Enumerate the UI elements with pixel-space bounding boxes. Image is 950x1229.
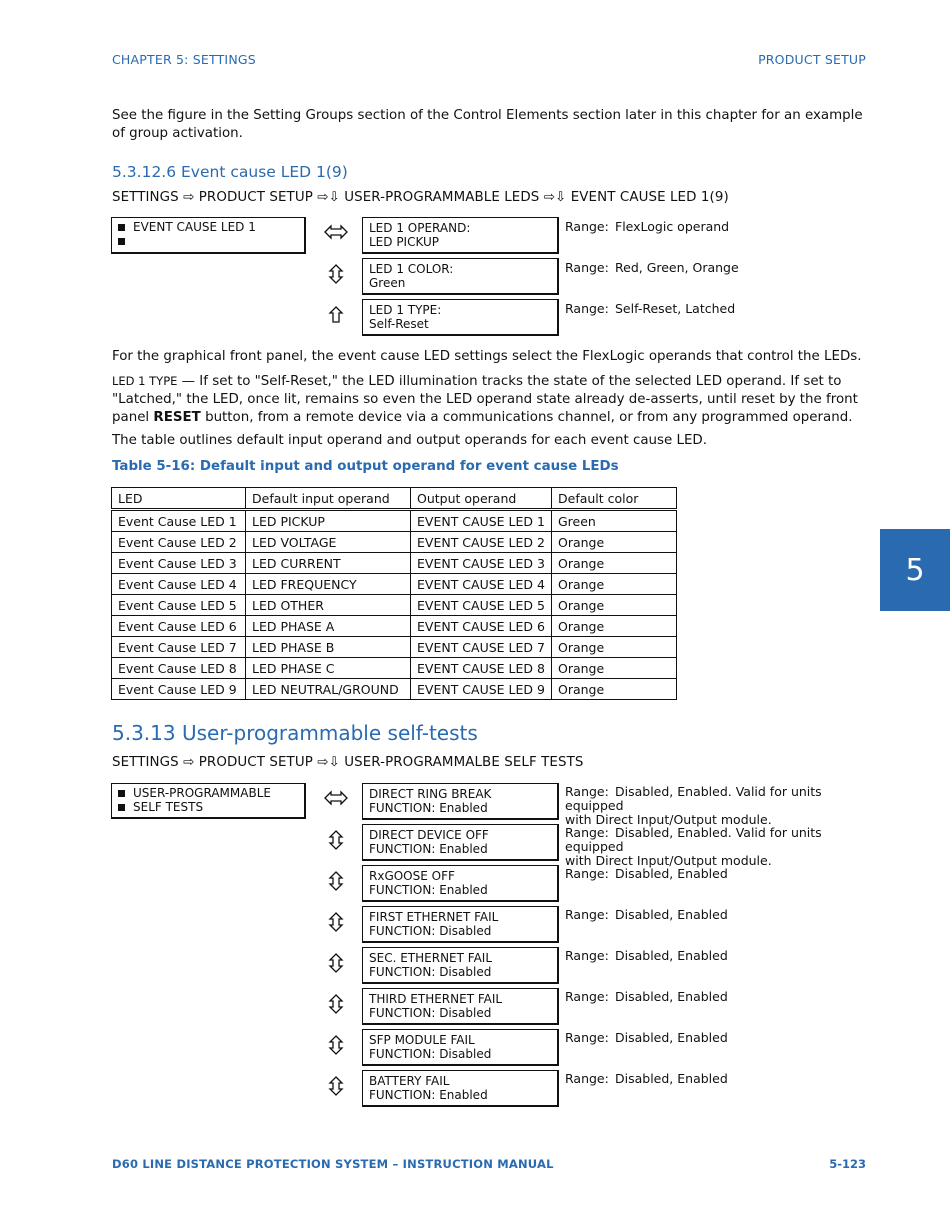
range-value: Disabled, Enabled (615, 907, 728, 922)
table-cell: EVENT CAUSE LED 7 (411, 637, 552, 658)
up-down-arrow-icon (323, 871, 349, 891)
paragraph-graphical-panel: For the graphical front panel, the event cause LED settings select the FlexLogic operands that control the LEDs. (112, 349, 862, 364)
setting-value: FUNCTION: Disabled (369, 1047, 492, 1061)
heading-event-cause-led: 5.3.12.6 Event cause LED 1(9) (112, 163, 348, 181)
menu-box-event-cause-led (111, 217, 306, 254)
table-cell: EVENT CAUSE LED 3 (411, 553, 552, 574)
settings-path-self-tests: SETTINGS ⇨ PRODUCT SETUP ⇨⇩ USER-PROGRAMMALBE SELF TESTS (112, 755, 584, 770)
up-down-arrow-icon (323, 830, 349, 850)
table-cell: EVENT CAUSE LED 2 (411, 532, 552, 553)
setting-value: Self-Reset (369, 317, 429, 331)
table-row (112, 595, 677, 616)
table-cell: Orange (552, 553, 677, 574)
setting-name: LED 1 TYPE: (369, 303, 442, 317)
table-cell: LED PHASE C (246, 658, 411, 679)
range-led1-operand (565, 220, 865, 234)
menu-label: USER-PROGRAMMABLE (133, 786, 271, 800)
led-type-text-b: button, from a remote device via a communications channel, or from any programmed operand. (200, 410, 853, 425)
heading-self-tests: 5.3.13 User-programmable self-tests (112, 721, 478, 745)
table-cell: LED CURRENT (246, 553, 411, 574)
table-cell: LED PHASE A (246, 616, 411, 637)
menu-label: EVENT CAUSE LED 1 (133, 220, 256, 234)
table-caption: Table 5-16: Default input and output operand for event cause LEDs (112, 459, 619, 474)
paragraph-table-intro: The table outlines default input operand and output operands for each event cause LED. (112, 433, 707, 448)
table-cell: Orange (552, 595, 677, 616)
range-value: Disabled, Enabled (615, 1071, 728, 1086)
setting-name: LED 1 COLOR: (369, 262, 454, 276)
range-self-test (565, 949, 865, 963)
up-down-arrow-icon (323, 994, 349, 1014)
table-header-row (112, 488, 677, 510)
table-cell: Event Cause LED 2 (112, 532, 246, 553)
table-row (112, 510, 677, 532)
table-cell: Event Cause LED 4 (112, 574, 246, 595)
term-led-type: LED 1 TYPE (112, 374, 178, 388)
range-label: Range: (565, 1071, 609, 1086)
table-row (112, 574, 677, 595)
range-self-test (565, 990, 865, 1004)
setting-name: LED 1 OPERAND: (369, 221, 471, 235)
table-header: Default color (552, 488, 677, 510)
table-header: LED (112, 488, 246, 510)
table-cell: Green (552, 510, 677, 532)
table-cell: LED PHASE B (246, 637, 411, 658)
intro-paragraph: See the figure in the Setting Groups section of the Control Elements section later in this chapter for an example of group activation. (112, 108, 863, 141)
up-down-arrow-icon (323, 1076, 349, 1096)
setting-led1-operand (362, 217, 559, 254)
setting-value: LED PICKUP (369, 235, 440, 249)
range-value: Red, Green, Orange (615, 260, 739, 275)
chapter-tab: 5 (880, 529, 950, 611)
setting-box-self-test (362, 1070, 559, 1107)
table-row (112, 637, 677, 658)
table-cell: Orange (552, 658, 677, 679)
up-down-arrow-icon (323, 1035, 349, 1055)
table-row (112, 679, 677, 700)
setting-name: THIRD ETHERNET FAIL (369, 992, 503, 1006)
range-value: Disabled, Enabled. Valid for units equipped (565, 784, 822, 813)
table-header: Default input operand (246, 488, 411, 510)
table-cell: Event Cause LED 3 (112, 553, 246, 574)
setting-name: DIRECT DEVICE OFF (369, 828, 489, 842)
setting-value: Green (369, 276, 406, 290)
range-self-test (565, 785, 865, 827)
setting-box-self-test (362, 865, 559, 902)
range-label: Range: (565, 948, 609, 963)
range-label: Range: (565, 989, 609, 1004)
table-cell: Event Cause LED 5 (112, 595, 246, 616)
table-cell: Orange (552, 616, 677, 637)
menu-bullet-icon (118, 238, 125, 245)
left-right-arrow-icon (323, 222, 349, 242)
setting-name: FIRST ETHERNET FAIL (369, 910, 499, 924)
setting-name: DIRECT RING BREAK (369, 787, 492, 801)
table-cell: LED VOLTAGE (246, 532, 411, 553)
range-label: Range: (565, 784, 609, 799)
range-value: Disabled, Enabled (615, 1030, 728, 1045)
running-header-section: PRODUCT SETUP (758, 52, 866, 67)
menu-label-2: SELF TESTS (133, 800, 204, 814)
table-cell: EVENT CAUSE LED 6 (411, 616, 552, 637)
setting-value: FUNCTION: Enabled (369, 1088, 488, 1102)
setting-value: FUNCTION: Enabled (369, 801, 488, 815)
range-label: Range: (565, 866, 609, 881)
table-row (112, 616, 677, 637)
range-self-test (565, 826, 865, 868)
table-header: Output operand (411, 488, 552, 510)
setting-box-self-test (362, 1029, 559, 1066)
range-value: Self-Reset, Latched (615, 301, 736, 316)
table-cell: EVENT CAUSE LED 5 (411, 595, 552, 616)
table-cell: LED NEUTRAL/GROUND (246, 679, 411, 700)
up-arrow-icon (323, 305, 349, 325)
range-value-continued: with Direct Input/Output module. (565, 853, 772, 868)
range-value: Disabled, Enabled (615, 948, 728, 963)
table-cell: LED PICKUP (246, 510, 411, 532)
table-cell: Event Cause LED 6 (112, 616, 246, 637)
setting-led1-color (362, 258, 559, 295)
settings-path-event-led: SETTINGS ⇨ PRODUCT SETUP ⇨⇩ USER-PROGRAMMABLE LEDS ⇨⇩ EVENT CAUSE LED 1(9) (112, 190, 729, 205)
setting-box-self-test (362, 988, 559, 1025)
range-self-test (565, 867, 865, 881)
paragraph-led-type (112, 372, 867, 427)
range-label: Range: (565, 301, 609, 316)
reset-term: RESET (153, 410, 201, 425)
range-self-test (565, 1031, 865, 1045)
range-self-test (565, 1072, 865, 1086)
setting-name: SFP MODULE FAIL (369, 1033, 475, 1047)
setting-box-self-test (362, 783, 559, 820)
range-value-continued: with Direct Input/Output module. (565, 812, 772, 827)
range-value: Disabled, Enabled (615, 866, 728, 881)
table-cell: EVENT CAUSE LED 1 (411, 510, 552, 532)
setting-name: BATTERY FAIL (369, 1074, 450, 1088)
up-down-arrow-icon (323, 912, 349, 932)
menu-bullet-icon (118, 804, 125, 811)
setting-value: FUNCTION: Disabled (369, 924, 492, 938)
event-cause-led-table (111, 487, 677, 700)
setting-value: FUNCTION: Disabled (369, 965, 492, 979)
range-label: Range: (565, 907, 609, 922)
range-value: Disabled, Enabled (615, 989, 728, 1004)
range-label: Range: (565, 825, 609, 840)
page-number: 5-123 (829, 1157, 866, 1171)
range-label: Range: (565, 260, 609, 275)
table-cell: Orange (552, 574, 677, 595)
range-led1-type (565, 302, 865, 316)
table-cell: Orange (552, 637, 677, 658)
table-cell: Orange (552, 679, 677, 700)
menu-bullet-icon (118, 224, 125, 231)
range-value: Disabled, Enabled. Valid for units equipped (565, 825, 822, 854)
setting-box-self-test (362, 824, 559, 861)
table-cell: EVENT CAUSE LED 4 (411, 574, 552, 595)
footer-manual-title: D60 LINE DISTANCE PROTECTION SYSTEM – INSTRUCTION MANUAL (112, 1157, 554, 1171)
table-cell: EVENT CAUSE LED 9 (411, 679, 552, 700)
range-self-test (565, 908, 865, 922)
up-down-arrow-icon (323, 264, 349, 284)
table-cell: Event Cause LED 8 (112, 658, 246, 679)
menu-box-self-tests (111, 783, 306, 819)
table-cell: LED FREQUENCY (246, 574, 411, 595)
setting-box-self-test (362, 906, 559, 943)
running-header-chapter: CHAPTER 5: SETTINGS (112, 52, 256, 67)
table-cell: Orange (552, 532, 677, 553)
range-label: Range: (565, 219, 609, 234)
table-cell: Event Cause LED 7 (112, 637, 246, 658)
table-cell: Event Cause LED 1 (112, 510, 246, 532)
table-row (112, 532, 677, 553)
left-right-arrow-icon (323, 788, 349, 808)
range-value: FlexLogic operand (615, 219, 730, 234)
setting-led1-type (362, 299, 559, 336)
setting-name: RxGOOSE OFF (369, 869, 455, 883)
table-row (112, 658, 677, 679)
range-led1-color (565, 261, 865, 275)
table-cell: Event Cause LED 9 (112, 679, 246, 700)
range-label: Range: (565, 1030, 609, 1045)
table-row (112, 553, 677, 574)
setting-value: FUNCTION: Enabled (369, 842, 488, 856)
table-cell: EVENT CAUSE LED 8 (411, 658, 552, 679)
led-type-text-a: — If set to "Self-Reset," the LED illumination tracks the state of the selected LED operand. If set to "Latched," the LED, once lit, remains so even the LED operand state already de-asserts, until reset by the front panel (112, 374, 858, 425)
table-cell: LED OTHER (246, 595, 411, 616)
setting-value: FUNCTION: Enabled (369, 883, 488, 897)
menu-bullet-icon (118, 790, 125, 797)
setting-name: SEC. ETHERNET FAIL (369, 951, 492, 965)
up-down-arrow-icon (323, 953, 349, 973)
setting-box-self-test (362, 947, 559, 984)
setting-value: FUNCTION: Disabled (369, 1006, 492, 1020)
